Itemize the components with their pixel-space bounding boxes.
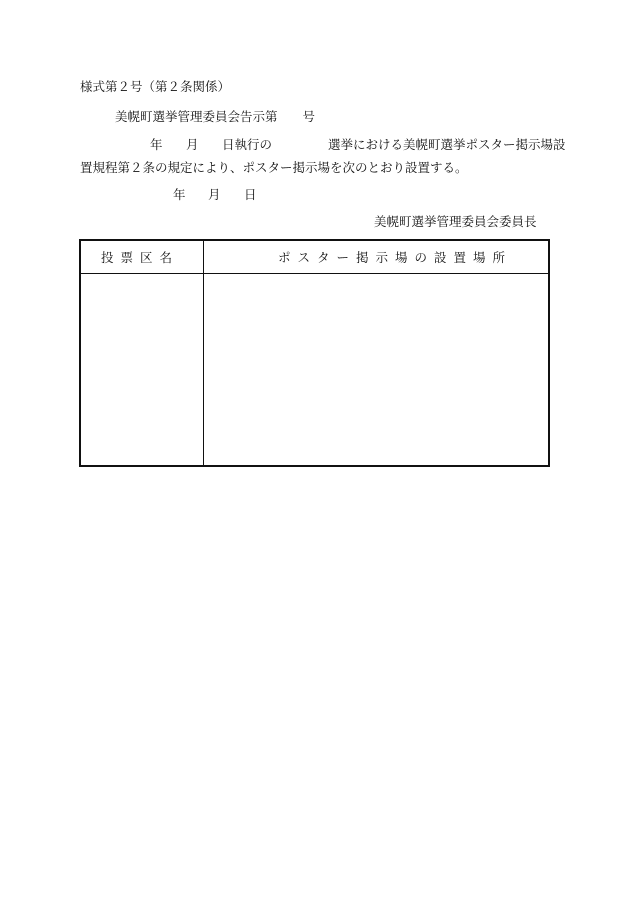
blank-year-label: 年 [150,137,163,152]
column-header-district: 投票区名 [101,250,180,265]
column-header-location: ポスター掲示場の設置場所 [278,250,513,265]
form-number-label: 様式第２号（第２条関係） [80,79,231,94]
election-text: 選挙における美幌町選挙ポスター掲示場設 [328,137,566,152]
blank-month-label: 月 [186,137,199,152]
column-divider [203,241,204,465]
poster-board-table [79,239,550,467]
blank-day-execution-label: 日執行の [222,137,273,152]
date-month-label: 月 [208,187,221,202]
notice-body-line-2: 置規程第２条の規定により、ポスター掲示場を次のとおり設置する。 [80,160,468,175]
notice-title: 美幌町選挙管理委員会告示第 号 [115,109,316,124]
signatory: 美幌町選挙管理委員会委員長 [374,214,537,229]
header-divider [81,273,548,274]
date-year-label: 年 [173,187,186,202]
date-day-label: 日 [244,187,257,202]
